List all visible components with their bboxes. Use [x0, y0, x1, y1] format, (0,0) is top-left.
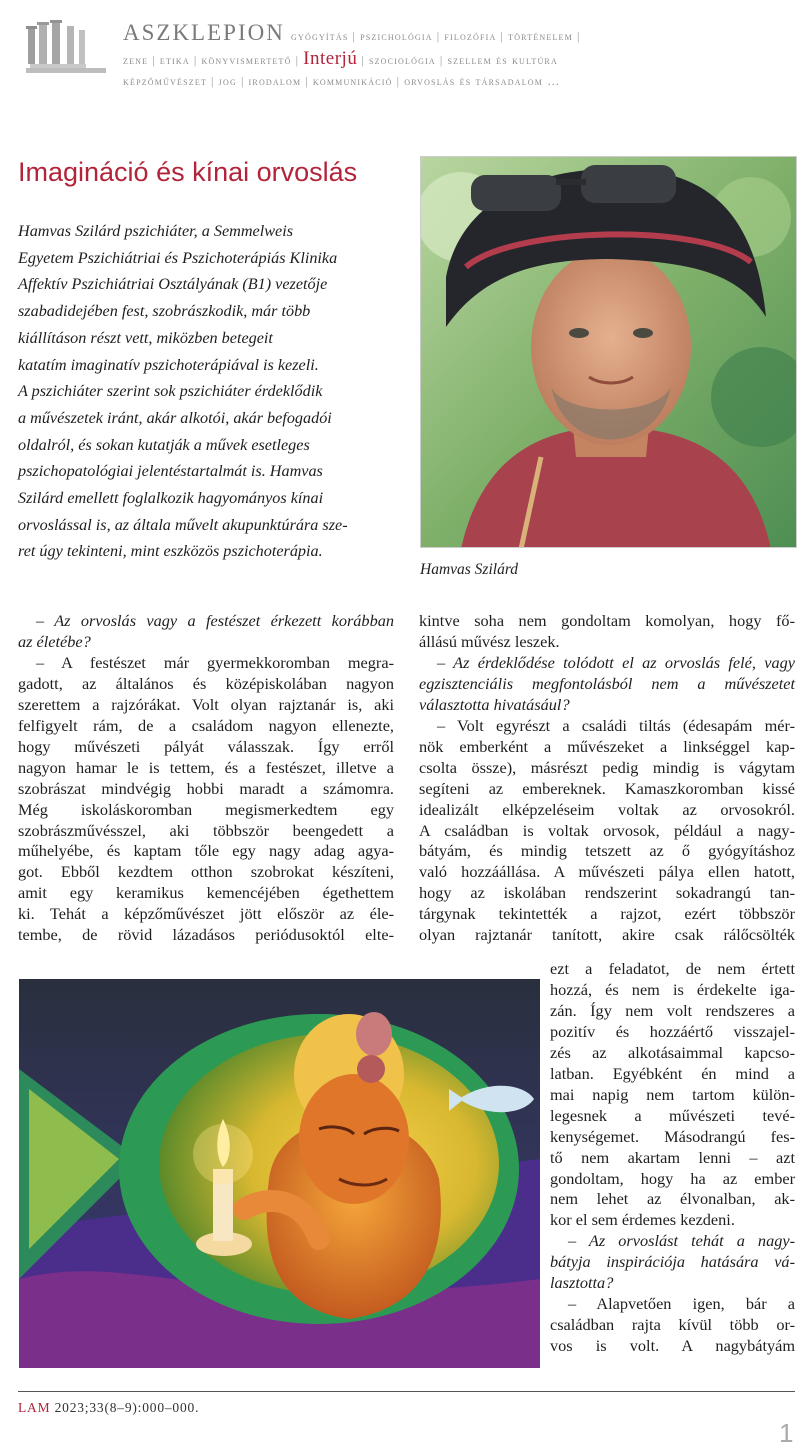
answer-line: latban. Egyébként én mind a [550, 1063, 795, 1083]
answer-line: való hozzáállása. A művészeti pálya ellen hatott, [419, 862, 795, 882]
answer-line: vos is volt. A nagybátyám [550, 1336, 795, 1356]
answer-line: nem lehet az élvonalban, ak- [550, 1189, 795, 1209]
answer-line: got. Ebből kezdtem otthon szobrokat készíteni, [18, 862, 394, 882]
nav-link-14[interactable]: orvoslás és társadalom … [404, 74, 561, 88]
answer-line: nök emberként a művészeket a linkséggel kap- [419, 736, 795, 756]
lead-line: katatím imaginatív pszichoterápiával is kezeli. [18, 355, 319, 374]
nav-separator: | [361, 52, 365, 67]
answer-line: gadott, az általános és középiskolában nagyon [18, 673, 394, 693]
portrait-photo [420, 156, 797, 548]
answer-line: legesnek a művészeti tevé- [550, 1105, 795, 1125]
answer-line: gondoltam, hogy ha az ember [550, 1168, 795, 1188]
nav-separator: | [211, 74, 215, 88]
answer-line: olyan rajztanár tanított, akire csak rálőcsölték [419, 925, 795, 945]
question-line: – Az orvoslást tehát a nagy- [568, 1231, 795, 1251]
lead-line: ret úgy tekinteni, mint eszközös pszichoterápia. [18, 542, 323, 561]
page-number: 1 [779, 1418, 794, 1448]
nav-link-2[interactable]: filozófia [444, 29, 497, 43]
answer-line: A családban is voltak orvosok, például a nagy- [419, 820, 795, 840]
answer-line: ki. Tehát a képzőművészet jött először az éle- [18, 904, 394, 924]
answer-line: nagyon hamar le is tettem, és a festészet, illetve a [18, 757, 394, 777]
answer-line: hogy az iskolában rendszerint sokadrangú tan- [419, 883, 795, 903]
answer-line: tárgynak tekintették a rajzot, ezért többször [419, 904, 795, 924]
answer-line: szobrászművésszel, aki többször beengedett a [18, 820, 394, 840]
lead-line: a művészetek iránt, akár alkotói, akár befogadói [18, 408, 332, 427]
nav-separator: | [240, 74, 245, 88]
citation-text: 2023;33(8–9):000–000. [54, 1400, 200, 1415]
nav-link-11[interactable]: jog [218, 74, 237, 88]
answer-line: szerettem a rajzórákat. Volt olyan rajztanár is, aki [18, 694, 394, 714]
nav-link-7[interactable]: Interjú [303, 47, 358, 69]
painting-image [19, 979, 540, 1368]
answer-line: pozitív és hozzáértő visszajel- [550, 1021, 795, 1041]
answer-line: kor el sem érdemes kezdeni. [550, 1210, 735, 1230]
answer-line: hogy művészeti pályát válasszak. Így erről [18, 736, 394, 756]
journal-name: LAM [18, 1400, 51, 1415]
nav-link-0[interactable]: gyógyítás [291, 29, 349, 43]
nav-separator: | [152, 52, 156, 67]
nav-separator: | [396, 74, 401, 88]
lead-line: Hamvas Szilárd pszichiáter, a Semmelweis [18, 222, 294, 240]
answer-line: Még iskoláskoromban megismerkedtem egy [18, 799, 394, 819]
answer-line: mai napig nem tartom külön- [550, 1084, 795, 1104]
answer-line: bátyám, és mindig tetszett az ő gyógyításhoz [419, 841, 795, 861]
answer-line: amit egy keramikus kemencéjében égethettem [18, 883, 394, 903]
answer-line: műhelyébe, és kaptam tőle egy nagy adag agya- [18, 841, 394, 861]
answer-line: tembe, de rövid lázadásos periódusoktól elte- [18, 925, 394, 945]
body-column-right-narrow [550, 959, 795, 1357]
answer-line: tő nem akartam lenni – azt [550, 1147, 795, 1167]
answer-line: csolta össze), másrészt pedig mindig is vágytam [419, 757, 795, 777]
nav-separator: | [576, 29, 581, 43]
photo-caption: Hamvas Szilárd [420, 561, 519, 578]
nav-link-1[interactable]: pszichológia [360, 29, 433, 43]
nav-separator: | [352, 29, 357, 43]
nav-link-10[interactable]: képzőművészet [123, 74, 208, 88]
nav-link-3[interactable]: történelem [508, 29, 573, 43]
nav-separator: | [295, 52, 300, 67]
lead-line: Szilárd emellett foglalkozik hagyományos kínai [18, 489, 324, 508]
answer-line: zán. Így nem volt rendszeres a [550, 1000, 795, 1020]
article-lead [18, 218, 394, 565]
question-line: – Az orvoslás vagy a festészet érkezett korábban [36, 611, 394, 630]
body-column-right [419, 611, 795, 946]
lead-line: Egyetem Pszichiátriai és Pszichoterápiás Klinika [18, 248, 338, 267]
answer-line: felfigyelt rám, de a családom nagyon ellenezte, [18, 715, 394, 735]
nav-link-4[interactable]: zene [123, 52, 149, 67]
nav-separator: | [305, 74, 309, 88]
question-line: az életébe? [18, 631, 91, 651]
answer-line: idealizált elképzeléseim voltak az orvosokról. [419, 799, 795, 819]
lead-line: pszichopatológiai jelentéstartalmát is. Hamvas [18, 462, 323, 481]
lead-line: kiállításon részt vett, miközben betegeit [18, 328, 273, 347]
lead-line: Affektív Pszichiátriai Osztályának (B1) vezetője [18, 275, 328, 294]
nav-separator: | [500, 29, 505, 43]
article-title: Imagináció és kínai orvoslás [18, 157, 358, 187]
lead-line: orvoslással is, az általa művelt akupunktúrára sze- [18, 515, 348, 534]
answer-line: – A festészet már gyermekkoromban megra- [36, 652, 394, 672]
answer-line: – Alapvetően igen, bár a [568, 1294, 795, 1314]
question-line: választotta hivatásául? [419, 694, 570, 714]
answer-line: hozzá, és nem is érdekelte iga- [550, 979, 795, 999]
question-line: bátyja inspirációja hatására vá- [550, 1252, 795, 1272]
nav-link-12[interactable]: irodalom [248, 74, 302, 88]
nav-link-8[interactable]: szociológia [368, 52, 436, 67]
lead-line: oldalról, és sokan kutatják a művek esetleges [18, 435, 310, 454]
answer-line: állású művész leszek. [419, 631, 560, 651]
nav-separator: | [439, 52, 444, 67]
answer-line: zés az alkotásaimmal kapcso- [550, 1042, 795, 1062]
footer-citation [18, 1400, 199, 1416]
lead-line: A pszichiáter szerint sok pszichiáter érdeklődik [18, 382, 323, 401]
lead-line: szabadidejében fest, szobrászkodik, már több [18, 302, 311, 321]
nav-link-5[interactable]: etika [159, 52, 190, 67]
nav-separator: | [193, 52, 198, 67]
body-column-left [18, 611, 394, 946]
aszklepion-logo-icon [22, 20, 110, 76]
answer-line: szobrászat mindvégig hobbi maradt a számomra. [18, 778, 394, 798]
nav-link-9[interactable]: szellem és kultúra [447, 52, 558, 67]
nav-link-6[interactable]: könyvismertető [201, 52, 292, 67]
answer-line: kenységemet. Másodrangú fes- [550, 1126, 795, 1146]
section-navigation [123, 22, 793, 93]
question-line: – Az érdeklődése tolódott el az orvoslás felé, vagy [437, 652, 795, 672]
answer-line: kintve soha nem gondoltam komolyan, hogy fő- [419, 611, 795, 630]
question-line: lasztotta? [550, 1273, 614, 1293]
answer-line: ezt a feladatot, de nem értett [550, 959, 795, 978]
footer-rule [18, 1391, 795, 1392]
answer-line: – Volt egyrészt a családi tiltás (édesapám mér- [437, 715, 795, 735]
answer-line: segíteni az embereknek. Kamaszkoromban kissé [419, 778, 795, 798]
brand-title: ASZKLEPION [123, 20, 285, 45]
question-line: egzisztenciális megfontolásból nem a művészetet [419, 673, 795, 693]
nav-separator: | [436, 29, 441, 43]
nav-link-13[interactable]: kommunikáció [312, 74, 393, 88]
answer-line: családban rajta kívül több or- [550, 1315, 795, 1335]
